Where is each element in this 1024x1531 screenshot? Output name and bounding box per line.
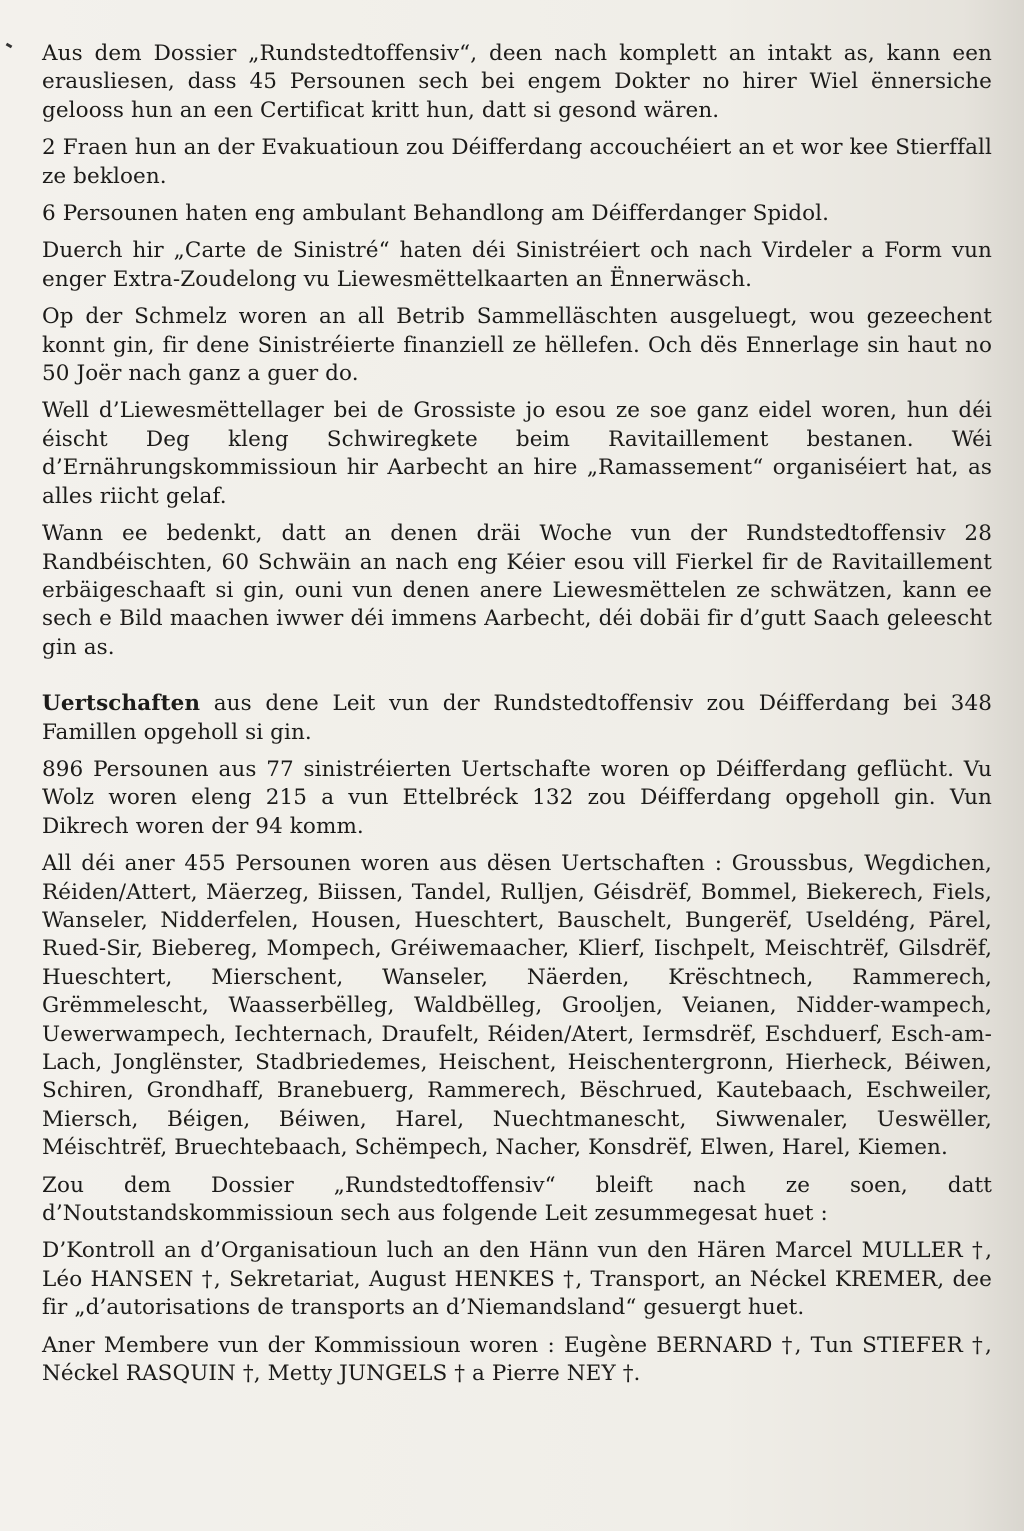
paragraph-noutstandskommissioun: Zou dem Dossier „Rundstedtoffensiv“ bleift nach ze soen, datt d’Noutstandskommissioun sech aus folgende Leit zesummegesat huet : [42, 1172, 992, 1227]
paragraph-kontroll: D’Kontroll an d’Organisatioun luch an den Hänn vun den Hären Marcel MULLER †, Léo HANSEN †, Sekretariat, August HENKES †, Transport, an Néckel KREMER, dee fir „d’autorisations de transports an d’Niemandsland“ gesuergt huet. [42, 1238, 992, 1321]
paragraph-persounen-geflucht: 896 Persounen aus 77 sinistréierten Uertschafte woren op Déifferdang geflücht. Vu Wolz woren eleng 215 a vun Ettelbréck 132 zou Déifferdang opgeholl gin. Vun Dikrech woren der 94 komm. [42, 756, 992, 839]
paragraph-dossier: Aus dem Dossier „Rundstedtoffensiv“, deen nach komplett an intakt as, kann een erausliesen, dass 45 Persounen sech bei engem Dokter no hirer Wiel ënnersiche gelooss hun an een Certificat kritt hun, datt si gesond wären. [42, 41, 992, 123]
body-text [42, 40, 992, 1397]
uertschaften-heading: Uertschaften [42, 691, 201, 717]
paragraph-ravitaillement: Wann ee bedenkt, datt an denen dräi Woche vun der Rundstedtoffensiv 28 Randbéischten, 60 Schwäin an nach eng Kéier esou vill Fierkel fir de Ravitaillement erbäigeschaaft si gin, ouni vun denen anere Liewesmëttelen ze schwätzen, kann ee sech e Bild maachen iwwer déi immens Aarbecht, déi dobäi fir d’gutt Saach geleescht gin as. [42, 521, 992, 660]
paragraph-schmelz: Op der Schmelz woren an all Betrib Sammelläschten ausgeluegt, wou gezeechent konnt gin, fir dene Sinistréierte finanziell ze hëllefen. Och dës Ennerlage sin haut no 50 Joër nach ganz a guer do. [42, 304, 992, 387]
paragraph-fraen: 2 Fraen hun an der Evakuatioun zou Déifferdang accouchéiert an et wor kee Stierffall ze bekloen. [42, 135, 992, 189]
uertschaften-text: aus dene Leit vun der Rundstedtoffensiv zou Déifferdang bei 348 Famillen opgeholl si gin. [42, 691, 992, 745]
paragraph-liewesmettellager: Well d’Liewesmëttellager bei de Grossiste jo esou ze soe ganz eidel woren, hun déi éischt Deg kleng Schwiregkete beim Ravitaillement bestanen. Wéi d’Ernährungskommissioun hir Aarbecht an hire „Ramassement“ organiséiert hat, as alles riicht gelaf. [42, 398, 992, 509]
margin-tick-mark [6, 43, 13, 49]
paragraph-membere: Aner Membere vun der Kommissioun woren : Eugène BERNARD †, Tun STIEFER †, Néckel RASQUIN †, Metty JUNGELS † a Pierre NEY †. [42, 1332, 992, 1387]
paragraph-uertschaften [42, 690, 992, 747]
paragraph-uertschaften-list: All déi aner 455 Persounen woren aus dësen Uertschaften : Groussbus, Wegdichen, Réiden/Attert, Mäerzeg, Biissen, Tandel, Rulljen, Géisdrëf, Bommel, Biekerech, Fiels, Wanseler, Nidderfelen, Housen, Hueschtert, Bauschelt, Bungerëf, Useldéng, Pärel, Rued-Sir, Biebereg, Mompech, Gréiwemaacher, Klierf, Iischpelt, Meischtrëf, Gilsdrëf, Hueschtert, Mierschent, Wanseler, Näerden, Krëschtnech, Rammerech, Grëmmelescht, Waasserbëlleg, Waldbëlleg, Grooljen, Veianen, Nidder-wampech, Uewerwampech, Iechternach, Draufelt, Réiden/Atert, Iermsdrëf, Eschduerf, Esch-am-Lach, Jonglënster, Stadbriedemes, Heischent, Heischentergronn, Hierheck, Béiwen, Schiren, Grondhaff, Branebuerg, Rammerech, Bëschrued, Kautebaach, Eschweiler, Miersch, Béigen, Béiwen, Harel, Nuechtmanescht, Siwwenaler, Ueswëller, Méischtrëf, Bruechtebaach, Schëmpech, Nacher, Konsdrëf, Elwen, Harel, Kiemen. [42, 851, 992, 1161]
paragraph-behandlong: 6 Persounen haten eng ambulant Behandlong am Déifferdanger Spidol. [42, 201, 830, 227]
paragraph-carte-de-sinistre: Duerch hir „Carte de Sinistré“ haten déi Sinistréiert och nach Virdeler a Form vun enger Extra-Zoudelong vu Liewesmëttelkaarten an Ënnerwäsch. [42, 238, 992, 292]
